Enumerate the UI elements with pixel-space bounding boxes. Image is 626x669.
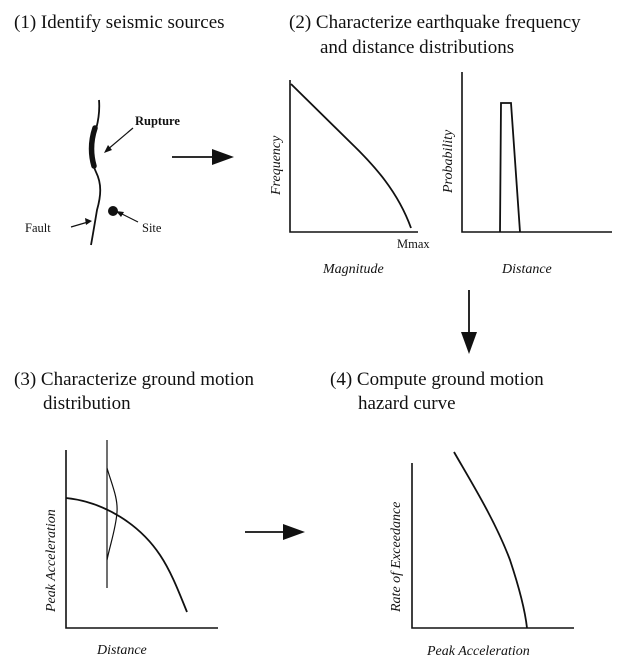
step-2-title-line1: (2) Characterize earthquake frequency — [289, 12, 581, 33]
hazard-axes — [412, 463, 574, 628]
fault-line — [91, 100, 100, 245]
hazard-plot — [389, 452, 574, 659]
distance-pdf-curve — [500, 103, 520, 232]
step-2-title-line2: and distance distributions — [320, 37, 515, 58]
ground-motion-xlabel: Distance — [97, 643, 147, 658]
step-1-title: (1) Identify seismic sources — [14, 12, 225, 33]
site-label: Site — [142, 221, 162, 235]
fault-pointer-head — [85, 218, 92, 225]
source-map — [25, 100, 180, 245]
arrow-step1-to-step2 — [172, 149, 234, 165]
fault-label: Fault — [25, 221, 51, 235]
ground-motion-axes — [66, 450, 218, 628]
arrow-step2-to-step4 — [461, 290, 477, 354]
attenuation-curve — [66, 498, 187, 612]
frequency-curve — [291, 84, 411, 228]
distance-plot — [441, 72, 612, 277]
rupture-pointer — [107, 128, 133, 150]
ground-motion-plot — [44, 440, 218, 658]
distance-axes — [462, 72, 612, 232]
hazard-curve — [454, 452, 527, 628]
rupture-label: Rupture — [135, 114, 180, 128]
hazard-xlabel: Peak Acceleration — [427, 644, 530, 659]
site-marker — [108, 206, 118, 216]
hazard-ylabel: Rate of Exceedance — [389, 501, 404, 612]
ground-motion-ylabel: Peak Acceleration — [44, 509, 59, 612]
distance-ylabel: Probability — [441, 129, 456, 193]
arrow-step3-to-step4 — [245, 524, 305, 540]
mmax-tick-label: Mmax — [397, 237, 430, 251]
rupture-segment — [91, 128, 95, 166]
frequency-plot — [269, 80, 430, 277]
step-3-title-line2: distribution — [43, 393, 131, 414]
site-pointer — [120, 213, 138, 222]
step-4-title-line1: (4) Compute ground motion — [330, 369, 544, 390]
step-4-title-line2: hazard curve — [358, 393, 456, 414]
distance-xlabel: Distance — [502, 262, 552, 277]
fault-pointer — [71, 222, 88, 227]
step-3-title-line1: (3) Characterize ground motion — [14, 369, 255, 390]
frequency-xlabel: Magnitude — [323, 262, 384, 277]
frequency-ylabel: Frequency — [269, 135, 284, 195]
